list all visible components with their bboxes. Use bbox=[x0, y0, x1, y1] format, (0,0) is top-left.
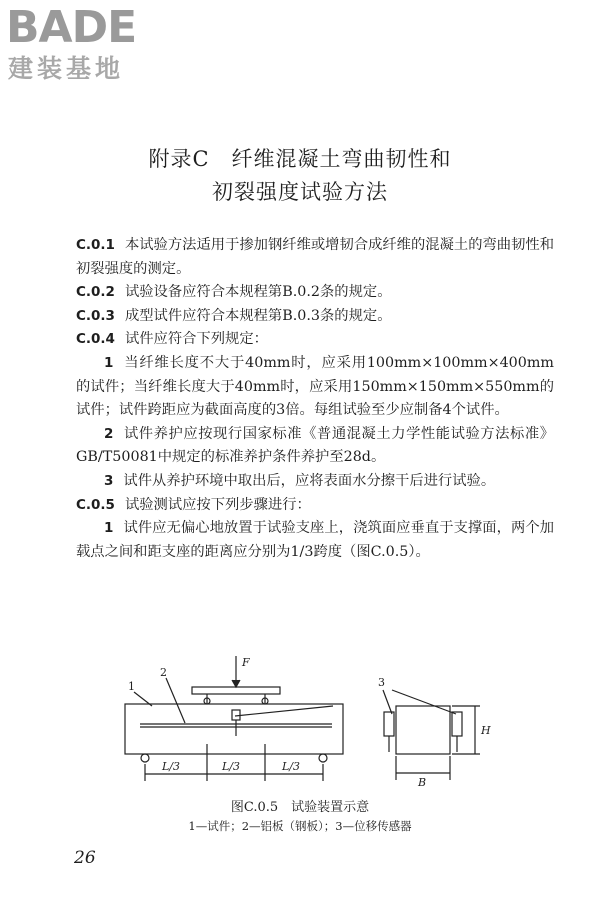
mid-sensor bbox=[232, 710, 240, 720]
clause-c03 bbox=[76, 305, 554, 329]
clause-number: C.0.3 bbox=[76, 307, 115, 324]
clause-number: C.0.5 bbox=[76, 496, 115, 513]
clause-text: 成型试件应符合本规程第B.0.3条的规定。 bbox=[124, 307, 392, 324]
leader-3 bbox=[383, 690, 392, 714]
label-1: 1 bbox=[128, 680, 135, 693]
item-text: 当纤维长度不大于40mm时，应采用100mm×100mm×400mm的试件；当纤维长度大于40mm时，应采用150mm×150mm×550mm的试件；试件跨距应为截面高度的3倍。每组试验至少应制备4个试件。 bbox=[76, 354, 554, 419]
label-height: H bbox=[481, 724, 491, 737]
clause-text: 试验设备应符合本规程第B.0.2条的规定。 bbox=[124, 284, 392, 301]
clause-number: C.0.4 bbox=[76, 331, 115, 348]
support-roller-left bbox=[141, 754, 149, 762]
label-2: 2 bbox=[160, 666, 167, 679]
item-c05-1 bbox=[76, 517, 554, 564]
label-3: 3 bbox=[378, 676, 385, 689]
page-number: 26 bbox=[74, 848, 96, 868]
item-number: 1 bbox=[104, 520, 114, 537]
test-setup-figure bbox=[100, 648, 500, 820]
clause-c05 bbox=[76, 494, 554, 518]
item-number: 2 bbox=[104, 425, 114, 442]
item-c04-3 bbox=[76, 470, 554, 494]
clause-number: C.0.1 bbox=[76, 237, 115, 253]
side-view-specimen bbox=[396, 706, 450, 754]
specimen-outline bbox=[125, 704, 343, 754]
clause-c02 bbox=[76, 281, 554, 305]
label-third-right: L/3 bbox=[282, 760, 301, 773]
support-roller-right bbox=[319, 754, 327, 762]
item-text: 试件养护应按现行国家标准《普通混凝土力学性能试验方法标准》GB/T50081中规定的标准养护条件养护至28d。 bbox=[76, 425, 554, 466]
clause-text: 试件应符合下列规定： bbox=[124, 331, 268, 348]
label-third-left: L/3 bbox=[162, 760, 181, 773]
logo-wordmark: BADE bbox=[6, 2, 137, 53]
leader-2 bbox=[166, 678, 185, 723]
figure-caption: 图C.0.5 试验装置示意 bbox=[230, 800, 370, 815]
clause-c04 bbox=[76, 328, 554, 352]
clause-text: 试验测试应按下列步骤进行： bbox=[124, 496, 311, 513]
clause-c01 bbox=[76, 234, 554, 281]
label-third-middle: L/3 bbox=[222, 760, 241, 773]
sensor-right bbox=[452, 712, 462, 736]
appendix-title-line1: 附录C 纤维混凝土弯曲韧性和 bbox=[148, 147, 452, 171]
document-body bbox=[76, 234, 554, 564]
label-force: F bbox=[242, 656, 250, 669]
figure-legend: 1—试件；2—铝板（钢板）；3—位移传感器 bbox=[188, 819, 412, 833]
item-c04-2 bbox=[76, 423, 554, 470]
sensor-left bbox=[384, 712, 394, 736]
label-width: B bbox=[418, 776, 427, 789]
test-setup-diagram bbox=[100, 648, 500, 820]
item-text: 试件应无偏心地放置于试验支座上，浇筑面应垂直于支撑面，两个加载点之间和距支座的距离应分别为1/3跨度（图C.0.5）。 bbox=[76, 520, 554, 560]
logo-subtitle: 建装基地 bbox=[8, 54, 125, 83]
publisher-logo bbox=[6, 4, 176, 86]
item-number: 1 bbox=[104, 354, 114, 371]
item-number: 3 bbox=[104, 472, 114, 489]
appendix-title-line2: 初裂强度试验方法 bbox=[212, 180, 388, 204]
item-text: 试件从养护环境中取出后，应将表面水分擦干后进行试验。 bbox=[123, 472, 496, 489]
item-c04-1 bbox=[76, 352, 554, 423]
clause-number: C.0.2 bbox=[76, 284, 115, 301]
clause-text: 本试验方法适用于掺加钢纤维或增韧合成纤维的混凝土的弯曲韧性和初裂强度的测定。 bbox=[76, 237, 554, 277]
